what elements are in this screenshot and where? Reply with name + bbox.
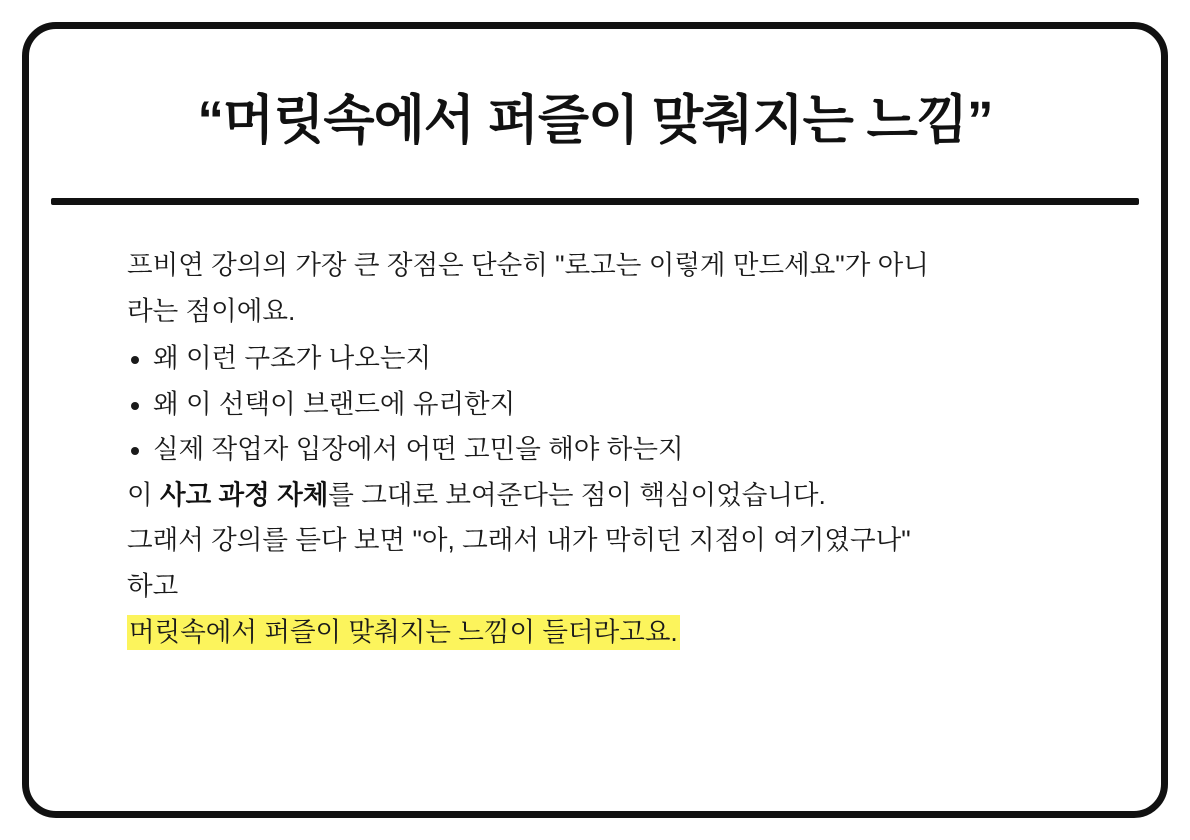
intro-line-2: 라는 점이에요. [127, 295, 296, 326]
highlighted-text: 머릿속에서 퍼즐이 맞춰지는 느낌이 들더라고요. [127, 615, 680, 650]
quote-card [22, 22, 1168, 818]
emphasis-bold: 사고 과정 자체 [159, 479, 329, 510]
bullet-text: 왜 이런 구조가 나오는지 [153, 343, 432, 374]
intro-paragraph [127, 243, 1087, 334]
list-item [127, 336, 1087, 382]
body-content [29, 205, 1161, 655]
quote-paragraph [127, 518, 1087, 609]
page-title: “머릿속에서 퍼즐이 맞춰지는 느낌” [197, 91, 993, 150]
title-divider [51, 198, 1139, 205]
list-item [127, 382, 1087, 428]
bullet-text: 실제 작업자 입장에서 어떤 고민을 해야 하는지 [153, 434, 684, 465]
list-item [127, 427, 1087, 473]
bullet-list [127, 336, 1087, 473]
quote-line-1: 그래서 강의를 듣다 보면 "아, 그래서 내가 막히던 지점이 여기였구나" [127, 525, 911, 556]
emphasis-paragraph [127, 473, 1087, 519]
emphasis-suffix: 를 그대로 보여준다는 점이 핵심이었습니다. [328, 479, 826, 510]
emphasis-prefix: 이 [127, 479, 160, 510]
quote-line-2: 하고 [127, 570, 179, 601]
bullet-text: 왜 이 선택이 브랜드에 유리한지 [153, 388, 516, 419]
intro-line-1: 프비연 강의의 가장 큰 장점은 단순히 "로고는 이렇게 만드세요"가 아니 [127, 249, 929, 280]
highlight-paragraph [127, 610, 1087, 656]
